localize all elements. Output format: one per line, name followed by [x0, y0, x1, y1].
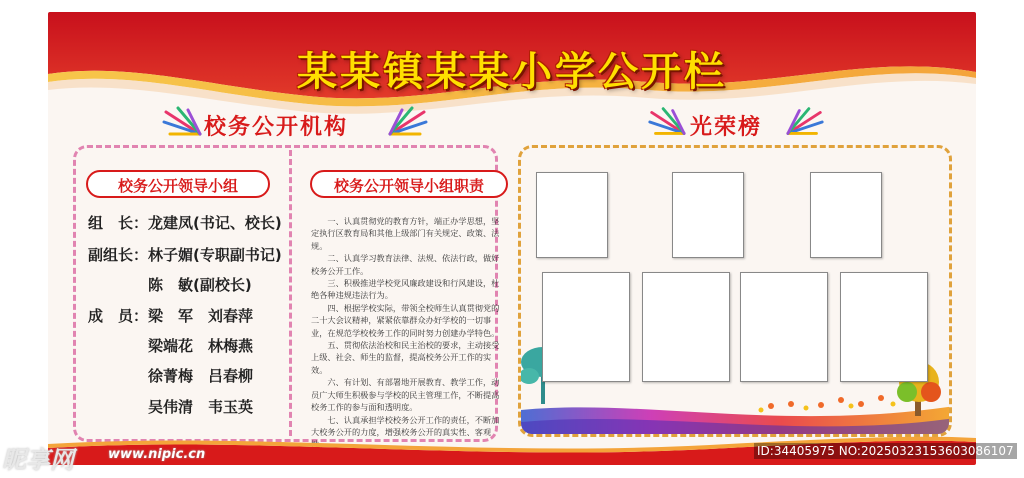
- duty-item: 二、认真学习教育法律、法规、依法行政，做好校务公开工作。: [311, 253, 500, 276]
- member-names: 吴伟清 韦玉英: [148, 398, 254, 416]
- duty-item: 四、根据学校实际，带领全校师生认真贯彻党的二十大会议精神，紧紧依靠群众办好学校的一切事业，在规范学校校务工作的同时努力创建办学特色。: [311, 302, 500, 338]
- member-role: 成 员：: [88, 307, 149, 325]
- leadership-heading: 校务公开领导小组: [86, 170, 270, 198]
- duty-item: 六、有计划、有部署地开展教育、教学工作，动员广大师生积极参与学校的民主管理工作，不断提高校务工作的参与面和透明度。: [311, 377, 500, 413]
- watermark-url: www.nipic.cn: [108, 447, 206, 462]
- duty-item: 三、积极推进学校党风廉政建设和行风建设，杜绝各种违规违法行为。: [311, 278, 500, 301]
- member-names: 梁 军 刘春萍: [148, 307, 254, 325]
- photo-frame: [810, 172, 882, 258]
- org-section-title: 校务公开机构: [204, 115, 349, 140]
- list-item: [148, 365, 253, 386]
- watermark-logo-text: 昵享网: [2, 446, 74, 474]
- firework-left-icon: [646, 106, 686, 138]
- list-item: [148, 396, 253, 417]
- firework-right-icon: [388, 106, 430, 138]
- board-title: 某某镇某某小学公开栏: [297, 49, 727, 95]
- list-item: [88, 212, 282, 233]
- member-role: 副组长：: [88, 246, 149, 264]
- photo-frame: [536, 172, 608, 258]
- duty-item: 五、贯彻依法治校和民主治校的要求，主动接受上级、社会、师生的监督，提高校务公开工作的实效。: [311, 340, 500, 375]
- honor-roll-title: 光荣榜: [690, 115, 763, 140]
- member-names: 龙建凤(书记、校长): [148, 214, 282, 232]
- list-item: [148, 274, 252, 295]
- firework-right-icon: [786, 106, 826, 138]
- duties-heading: 校务公开领导小组职责: [310, 170, 508, 198]
- photo-frame: [642, 272, 730, 382]
- watermark-logo: [2, 440, 74, 475]
- list-item: [88, 244, 282, 265]
- photo-frame: [542, 272, 630, 382]
- list-item: [148, 335, 253, 356]
- member-names: 梁端花 林梅燕: [148, 337, 254, 355]
- member-names: 陈 敏(副校长): [148, 276, 252, 294]
- firework-left-icon: [160, 106, 202, 138]
- watermark-id: ID:34405975 NO:20250323153603086107: [754, 443, 1017, 459]
- member-role: 组 长：: [88, 214, 149, 232]
- photo-frame: [672, 172, 744, 258]
- panel-divider: [289, 150, 292, 436]
- duty-item: 一、认真贯彻党的教育方针，端正办学思想，坚定执行区教育局和其他上级部门有关规定、政策、法规。: [311, 216, 500, 251]
- bulletin-board: [48, 12, 976, 465]
- photo-frame: [840, 272, 928, 382]
- duty-item: 七、认真承担学校校务公开工作的责任，不断加大校务公开的力度，增强校务公开的真实性、客观: [311, 414, 500, 437]
- member-names: 林子媚(专职副书记): [148, 246, 282, 264]
- member-names: 徐菁梅 吕春柳: [148, 367, 254, 385]
- photo-frame: [740, 272, 828, 382]
- duties-text: [311, 215, 501, 451]
- list-item: [88, 305, 253, 326]
